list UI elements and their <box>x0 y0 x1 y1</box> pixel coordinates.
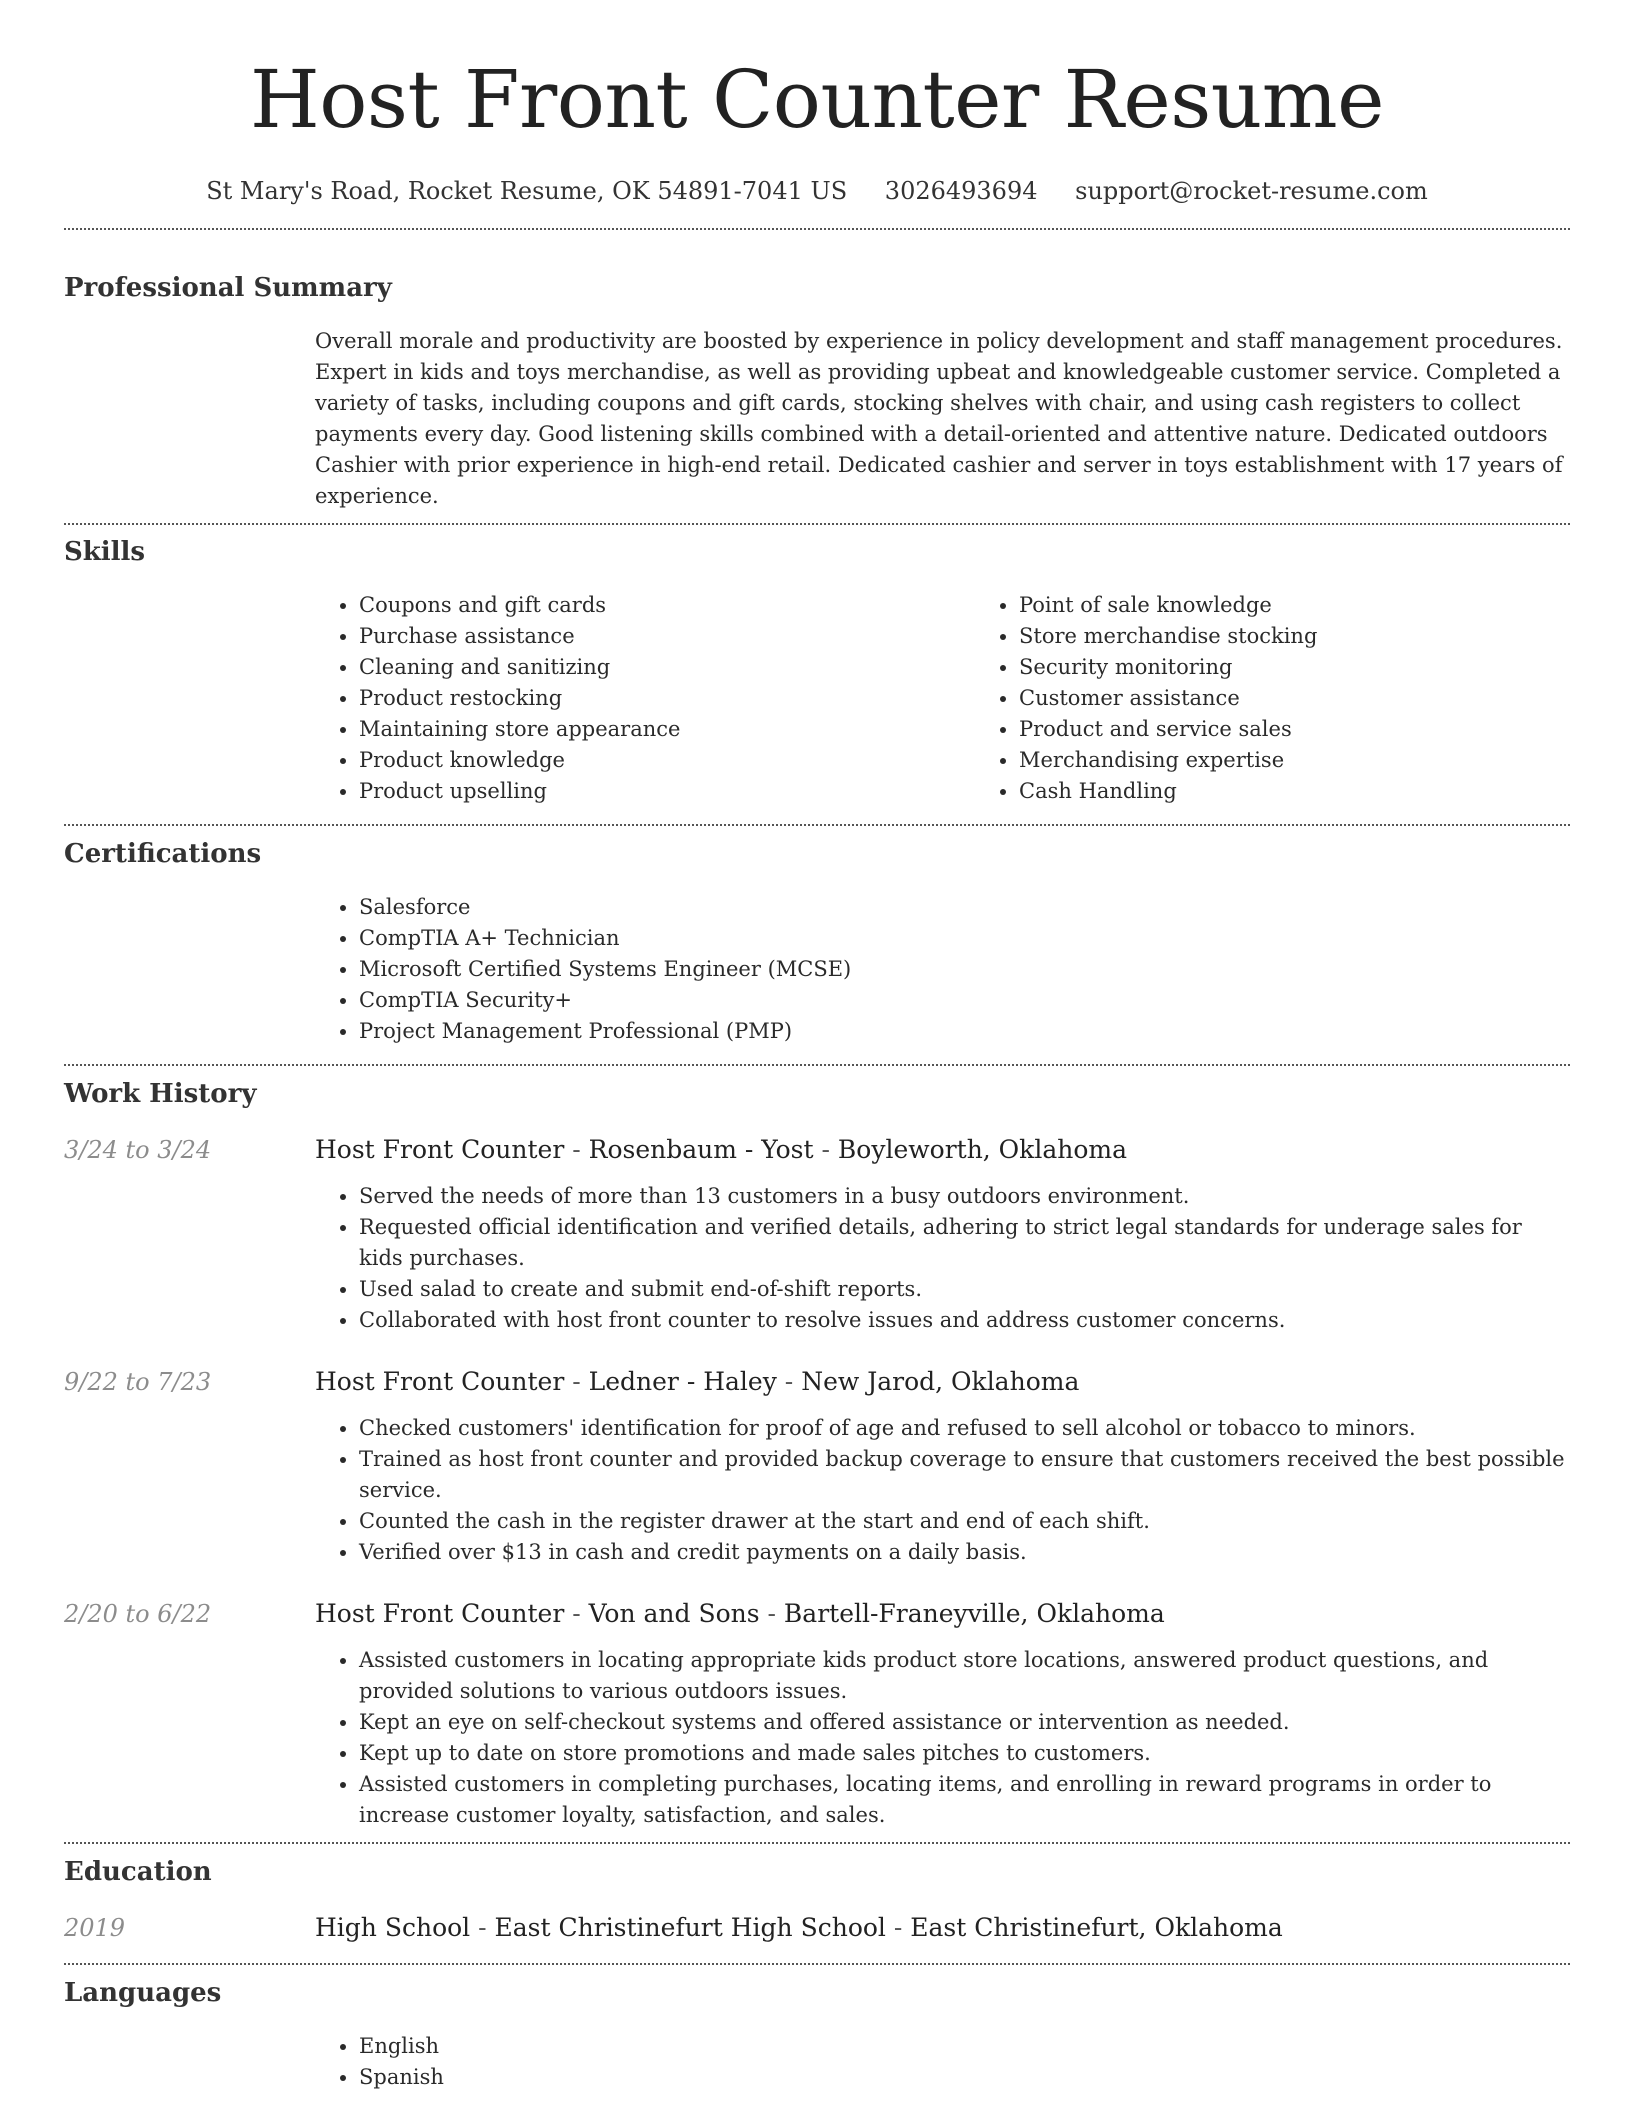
list-item: • Cleaning and sanitizing <box>359 652 975 683</box>
skills-list-left <box>315 590 975 807</box>
section-divider <box>64 228 1570 230</box>
job-location: New Jarod, Oklahoma <box>801 1367 1080 1396</box>
job-header <box>64 1598 1570 1630</box>
list-item: • Merchandising expertise <box>1019 745 1632 776</box>
languages-heading: Languages <box>64 1978 222 2008</box>
job-duties <box>315 1181 1570 1336</box>
job-header <box>64 1134 1570 1166</box>
job-title: Host Front Counter <box>315 1367 565 1396</box>
education-header <box>64 1912 1570 1944</box>
languages-section <box>315 2031 1570 2093</box>
list-item: • Verified over $13 in cash and credit payments on a daily basis. <box>359 1537 1570 1568</box>
list-item: • Maintaining store appearance <box>359 714 975 745</box>
separator: - <box>776 1367 802 1396</box>
education-school: East Christinefurt High School <box>494 1913 886 1942</box>
skills-heading: Skills <box>64 537 146 567</box>
job-entry <box>64 1134 1570 1336</box>
list-item: • Assisted customers in locating appropriate kids product store locations, answered product questions, and provided solutions to various outdoors issues. <box>359 1645 1570 1707</box>
job-title: Host Front Counter <box>315 1599 565 1628</box>
list-item: • Requested official identification and verified details, adhering to strict legal standards for underage sales for kids purchases. <box>359 1212 1570 1274</box>
list-item: • English <box>359 2031 1570 2062</box>
job-company: Ledner - Haley <box>588 1367 777 1396</box>
separator: - <box>885 1913 911 1942</box>
list-item: • Checked customers' identification for proof of age and refused to sell alcohol or tobacco to minors. <box>359 1413 1570 1444</box>
separator: - <box>564 1135 589 1164</box>
list-item: • Point of sale knowledge <box>1019 590 1632 621</box>
job-company: Rosenbaum - Yost <box>588 1135 814 1164</box>
resume-page <box>64 0 1570 2093</box>
certifications-section <box>315 892 1570 1047</box>
list-item: • Assisted customers in completing purchases, locating items, and enrolling in reward programs in order to increase customer loyalty, satisfaction, and sales. <box>359 1769 1570 1831</box>
list-item: • Project Management Professional (PMP) <box>359 1016 1570 1047</box>
job-header <box>64 1366 1570 1398</box>
job-bullets <box>315 1413 1570 1568</box>
separator: - <box>470 1913 495 1942</box>
list-item: • Trained as host front counter and provided backup coverage to ensure that customers received the best possible service. <box>359 1444 1570 1506</box>
summary-section <box>315 326 1570 512</box>
list-item: • Product knowledge <box>359 745 975 776</box>
separator: - <box>564 1367 589 1396</box>
job-company: Von and Sons <box>588 1599 760 1628</box>
job-title-line <box>315 1134 1127 1166</box>
job-duties <box>315 1413 1570 1568</box>
list-item: • Counted the cash in the register drawer at the start and end of each shift. <box>359 1506 1570 1537</box>
education-degree: High School <box>315 1913 471 1942</box>
list-item: • Customer assistance <box>1019 683 1632 714</box>
job-location: Boyleworth, Oklahoma <box>837 1135 1127 1164</box>
job-title-line <box>315 1366 1079 1398</box>
list-item: • Kept an eye on self-checkout systems and offered assistance or intervention as needed. <box>359 1707 1570 1738</box>
list-item: • Kept up to date on store promotions and made sales pitches to customers. <box>359 1738 1570 1769</box>
job-bullets <box>315 1181 1570 1336</box>
summary-heading: Professional Summary <box>64 273 392 303</box>
list-item: • Product and service sales <box>1019 714 1632 745</box>
list-item: • Served the needs of more than 13 customers in a busy outdoors environment. <box>359 1181 1570 1212</box>
list-item: • CompTIA Security+ <box>359 985 1570 1016</box>
job-dates: 2/20 to 6/22 <box>64 1600 212 1628</box>
section-divider <box>64 1963 1570 1965</box>
contact-address: St Mary's Road, Rocket Resume, OK 54891-7041 US <box>206 177 848 205</box>
skills-section <box>315 590 1570 807</box>
certifications-heading: Certifications <box>64 839 262 869</box>
list-item: • Used salad to create and submit end-of-shift reports. <box>359 1274 1570 1305</box>
list-item: • CompTIA A+ Technician <box>359 923 1570 954</box>
list-item: • Microsoft Certified Systems Engineer (MCSE) <box>359 954 1570 985</box>
job-duties <box>315 1645 1570 1831</box>
list-item: • Product restocking <box>359 683 975 714</box>
contact-line <box>64 176 1570 206</box>
list-item: • Cash Handling <box>1019 776 1632 807</box>
languages-list <box>315 2031 1570 2093</box>
separator: - <box>813 1135 838 1164</box>
education-year: 2019 <box>64 1914 126 1942</box>
resume-title: Host Front Counter Resume <box>249 53 1385 146</box>
job-bullets <box>315 1645 1570 1831</box>
separator: - <box>759 1599 784 1628</box>
job-title-line <box>315 1598 1165 1630</box>
section-divider <box>64 824 1570 826</box>
list-item: • Salesforce <box>359 892 1570 923</box>
list-item: • Purchase assistance <box>359 621 975 652</box>
list-item: • Collaborated with host front counter to resolve issues and address customer concerns. <box>359 1305 1570 1336</box>
education-entry <box>64 1912 1570 1944</box>
list-item: • Store merchandise stocking <box>1019 621 1632 652</box>
job-location: Bartell-Franeyville, Oklahoma <box>783 1599 1165 1628</box>
list-item: • Product upselling <box>359 776 975 807</box>
job-dates: 9/22 to 7/23 <box>64 1368 212 1396</box>
list-item: • Security monitoring <box>1019 652 1632 683</box>
job-entry <box>64 1598 1570 1831</box>
section-divider <box>64 523 1570 525</box>
skills-list-right <box>975 590 1632 807</box>
list-item: • Coupons and gift cards <box>359 590 975 621</box>
contact-email: support@rocket-resume.com <box>1075 177 1428 205</box>
contact-phone: 3026493694 <box>884 177 1038 205</box>
job-entry <box>64 1366 1570 1568</box>
job-title: Host Front Counter <box>315 1135 565 1164</box>
section-divider <box>64 1842 1570 1844</box>
section-divider <box>64 1064 1570 1066</box>
education-heading: Education <box>64 1857 212 1887</box>
education-location: East Christinefurt, Oklahoma <box>910 1913 1283 1942</box>
education-title-line <box>315 1912 1283 1944</box>
job-dates: 3/24 to 3/24 <box>64 1136 212 1164</box>
list-item: • Spanish <box>359 2062 1570 2093</box>
certifications-list <box>315 892 1570 1047</box>
separator: - <box>564 1599 589 1628</box>
summary-text: Overall morale and productivity are boosted by experience in policy development and staff management procedures. Expert in kids and toys merchandise, as well as providing upbeat and knowledgeable customer service. Completed a variety of tasks, including coupons and gift cards, stocking shelves with chair, and using cash registers to collect payments every day. Good listening skills combined with a detail-oriented and attentive nature. Dedicated outdoors Cashier with prior experience in high-end retail. Dedicated cashier and server in toys establishment with 17 years of experience. <box>315 329 1563 508</box>
work-heading: Work History <box>64 1079 257 1109</box>
